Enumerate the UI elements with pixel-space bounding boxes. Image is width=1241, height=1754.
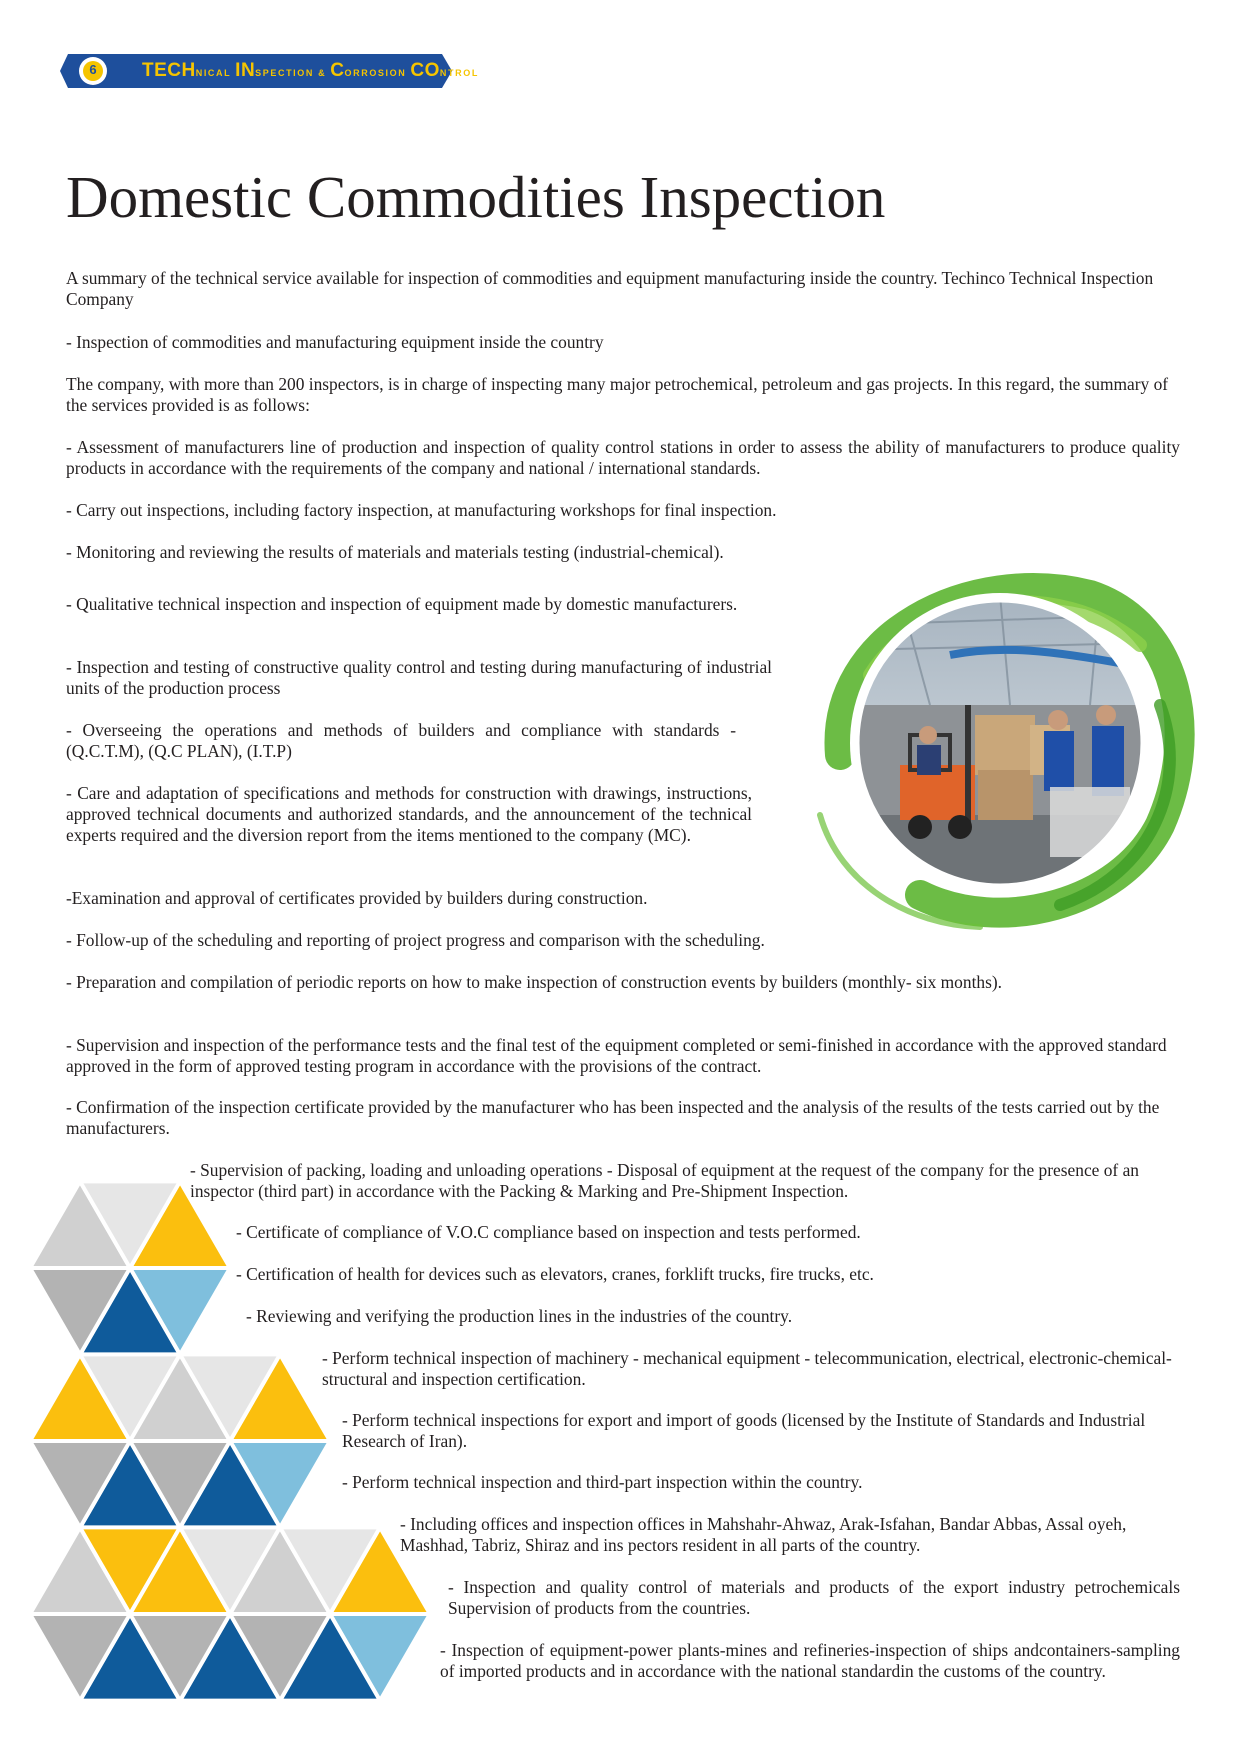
paragraph: - Follow-up of the scheduling and reporting of project progress and comparison with the scheduling. bbox=[66, 930, 765, 950]
paragraph: - Confirmation of the inspection certificate provided by the manufacturer who has been inspected and the analysis of the results of the tests carried out by the manufacturers. bbox=[66, 1097, 1160, 1138]
paragraph: - Qualitative technical inspection and inspection of equipment made by domestic manufacturers. bbox=[66, 594, 738, 614]
paragraph: - Reviewing and verifying the production lines in the industries of the country. bbox=[246, 1306, 793, 1326]
paragraph: - Certificate of compliance of V.O.C compliance based on inspection and tests performed. bbox=[236, 1222, 861, 1242]
factory-photo bbox=[800, 555, 1210, 935]
brand-text-part: IN bbox=[235, 60, 256, 81]
brand-text-part: SPECTION & bbox=[255, 68, 331, 78]
brand-text-part: ORROSION bbox=[344, 68, 411, 78]
page-title: Domestic Commodities Inspection bbox=[66, 164, 886, 230]
paragraph: - Perform technical inspection of machinery - mechanical equipment - telecommunication, electrical, electronic-chemical-structural and inspection certification. bbox=[322, 1348, 1172, 1389]
paragraph: - Care and adaptation of specifications and methods for construction with drawings, instructions, approved technical documents and authorized standards, and the announcement of the technical experts required and the diversion report from the items mentioned to the company (MC). bbox=[66, 783, 752, 845]
paragraph: - Inspection and testing of constructive quality control and testing during manufacturing of industrial units of the production process bbox=[66, 657, 772, 698]
photo-illustration bbox=[800, 555, 1210, 935]
paragraph: - Preparation and compilation of periodic reports on how to make inspection of construction events by builders (monthly- six months). bbox=[66, 972, 1003, 992]
paragraph: - Assessment of manufacturers line of production and inspection of quality control stations in order to assess the ability of manufacturers to produce quality products in accordance with the requirements of the company and national / international standards. bbox=[66, 437, 1180, 478]
paragraph: A summary of the technical service available for inspection of commodities and equipment manufacturing inside the country. Techinco Technical Inspection Company bbox=[66, 268, 1154, 309]
paragraph: - Inspection of equipment-power plants-mines and refineries-inspection of ships andcontainers-sampling of imported products and in accordance with the national standardin the customs of the country. bbox=[440, 1640, 1180, 1681]
brand-text-part: TECH bbox=[142, 60, 196, 81]
paragraph: The company, with more than 200 inspectors, is in charge of inspecting many major petrochemical, petroleum and gas projects. In this regard, the summary of the services provided is as follows: bbox=[66, 374, 1169, 415]
brand-text-part: C bbox=[330, 60, 345, 81]
brand-text-part: NTROL bbox=[439, 68, 479, 78]
paragraph: - Supervision and inspection of the performance tests and the final test of the equipment completed or semi-finished in accordance with the approved standard approved in the form of approved testing program in accordance with the provisions of the contract. bbox=[66, 1035, 1167, 1076]
paragraph: - Perform technical inspection and third-part inspection within the country. bbox=[342, 1472, 863, 1492]
paragraph: - Monitoring and reviewing the results of materials and materials testing (industrial-chemical). bbox=[66, 542, 724, 562]
paragraph: - Including offices and inspection offices in Mahshahr-Ahwaz, Arak-Isfahan, Bandar Abbas, Assal oyeh, Mashhad, Tabriz, Shiraz and ins pectors resident in all parts of the country. bbox=[400, 1514, 1127, 1555]
brand-text-part: NICAL bbox=[195, 68, 236, 78]
header-banner bbox=[60, 54, 479, 88]
company-name bbox=[142, 60, 479, 82]
paragraph: - Overseeing the operations and methods of builders and compliance with standards - (Q.C.T.M), (Q.C PLAN), (I.T.P) bbox=[66, 720, 736, 761]
paragraph: - Perform technical inspections for export and import of goods (licensed by the Institute of Standards and Industrial Research of Iran). bbox=[342, 1410, 1146, 1451]
paragraph: - Supervision of packing, loading and unloading operations - Disposal of equipment at the request of the company for the presence of an inspector (third part) in accordance with the Packing & Marking and Pre-Shipment Inspection. bbox=[190, 1160, 1139, 1201]
hexagon-pattern bbox=[0, 1145, 460, 1754]
paragraph: - Inspection and quality control of materials and products of the export industry petrochemicals Supervision of products from the countries. bbox=[448, 1577, 1180, 1618]
paragraph: -Examination and approval of certificates provided by builders during construction. bbox=[66, 888, 648, 908]
logo-mark: 6 bbox=[89, 62, 97, 77]
paragraph: - Certification of health for devices such as elevators, cranes, forklift trucks, fire trucks, etc. bbox=[236, 1264, 874, 1284]
brand-text-part: CO bbox=[410, 60, 440, 81]
paragraph: - Carry out inspections, including factory inspection, at manufacturing workshops for final inspection. bbox=[66, 500, 777, 520]
paragraph: - Inspection of commodities and manufacturing equipment inside the country bbox=[66, 332, 604, 352]
